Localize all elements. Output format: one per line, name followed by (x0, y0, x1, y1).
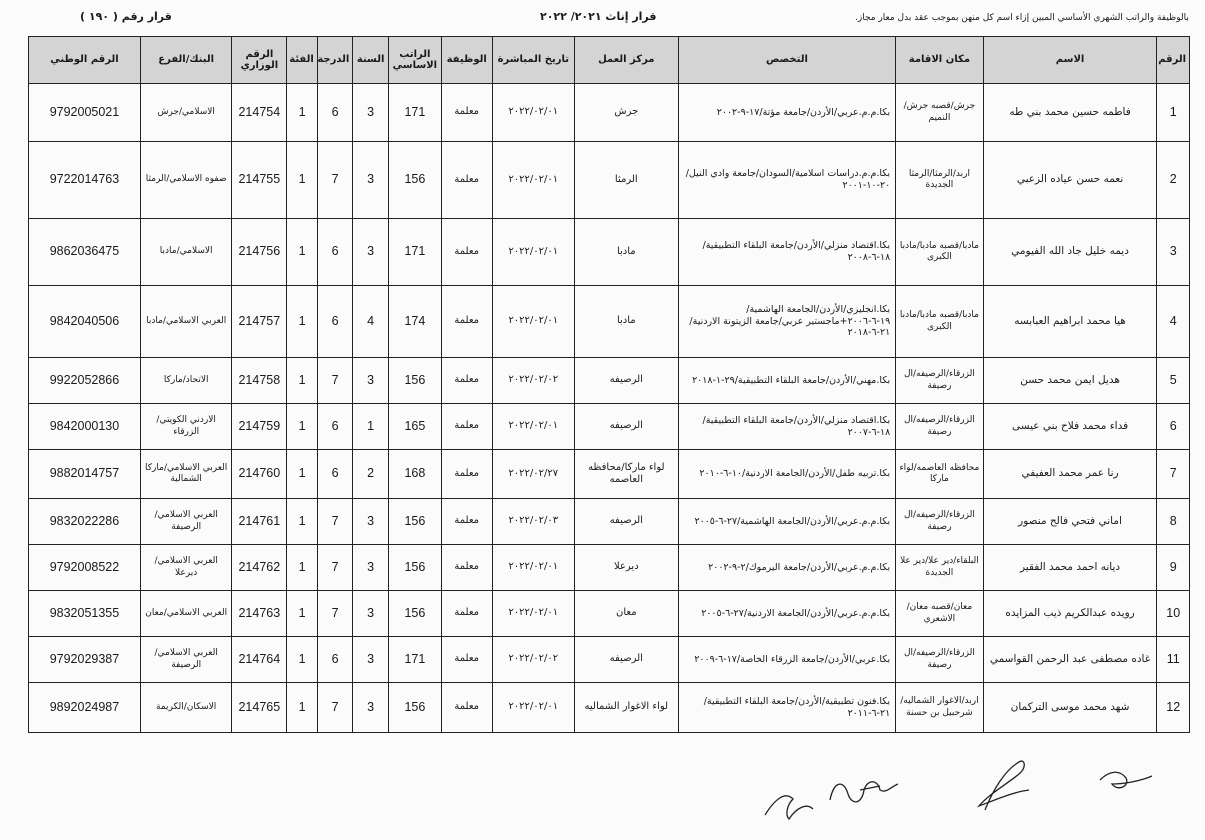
row-number-cell: 12 (1157, 683, 1190, 733)
bank-branch-cell: الاسكان/الكريمة (140, 683, 231, 733)
specialty-cell: بكا.م.م.دراسات اسلامية/السودان/جامعة وادي النيل/٢٠-١٠-٢٠٠١ (678, 142, 896, 219)
residence-cell: اربد/الرمثا/الرمثا الجديدة (896, 142, 983, 219)
ministry-number-cell: 214764 (232, 637, 287, 683)
bank-branch-cell: الاردني الكويتي/الزرقاء (140, 404, 231, 450)
job-title-cell: معلمة (441, 142, 492, 219)
year-cell: 3 (353, 591, 389, 637)
year-cell: 4 (353, 286, 389, 358)
specialty-cell: بكا.اقتصاد منزلي/الأردن/جامعة البلقاء التطبيقية/١٨-٦-٢٠٠٨ (678, 219, 896, 286)
start-date-cell: ٢٠٢٢/٠٢/٠١ (492, 545, 574, 591)
bank-branch-cell: العربي الاسلامي/الرصيفة (140, 499, 231, 545)
employee-name-cell: غاده مصطفى عبد الرحمن القواسمي (983, 637, 1157, 683)
category-cell: 1 (287, 142, 317, 219)
basic-salary-cell: 156 (388, 545, 441, 591)
basic-salary-cell: 165 (388, 404, 441, 450)
specialty-cell: بكا.عربي/الأردن/جامعة الزرقاء الخاصة/١٧-٦-٢٠٠٩ (678, 637, 896, 683)
row-number-cell: 6 (1157, 404, 1190, 450)
row-number-cell: 9 (1157, 545, 1190, 591)
row-number-cell: 2 (1157, 142, 1190, 219)
work-center-cell: معان (574, 591, 678, 637)
column-header: الوظيفة (441, 37, 492, 84)
ministry-number-cell: 214756 (232, 219, 287, 286)
start-date-cell: ٢٠٢٢/٠٢/٠١ (492, 683, 574, 733)
start-date-cell: ٢٠٢٢/٠٢/٠٢ (492, 637, 574, 683)
column-header: مكان الاقامة (896, 37, 983, 84)
ministry-number-cell: 214757 (232, 286, 287, 358)
column-header: الدرجة (317, 37, 353, 84)
start-date-cell: ٢٠٢٢/٠٢/٠١ (492, 142, 574, 219)
category-cell: 1 (287, 84, 317, 142)
row-number-cell: 5 (1157, 358, 1190, 404)
ministry-number-cell: 214755 (232, 142, 287, 219)
employee-name-cell: شهد محمد موسى التركمان (983, 683, 1157, 733)
bank-branch-cell: العربي الاسلامي/معان (140, 591, 231, 637)
start-date-cell: ٢٠٢٢/٠٢/٢٧ (492, 450, 574, 499)
employee-name-cell: رويده عبدالكريم ذيب المزايده (983, 591, 1157, 637)
bank-branch-cell: العربي الاسلامي/ماركا الشمالية (140, 450, 231, 499)
job-title-cell: معلمة (441, 219, 492, 286)
ministry-number-cell: 214758 (232, 358, 287, 404)
column-header: الاسم (983, 37, 1157, 84)
grade-cell: 6 (317, 219, 353, 286)
employee-name-cell: اماني فتحي فالح منصور (983, 499, 1157, 545)
national-id-cell: 9862036475 (29, 219, 141, 286)
national-id-cell: 9832051355 (29, 591, 141, 637)
column-header: مركز العمل (574, 37, 678, 84)
basic-salary-cell: 171 (388, 84, 441, 142)
job-title-cell: معلمة (441, 358, 492, 404)
grade-cell: 6 (317, 450, 353, 499)
year-cell: 3 (353, 219, 389, 286)
grade-cell: 7 (317, 499, 353, 545)
basic-salary-cell: 168 (388, 450, 441, 499)
column-header: السنة (353, 37, 389, 84)
specialty-cell: بكا.فنون تطبيقية/الأردن/جامعة البلقاء التطبيقية/٢١-٦-٢٠١١ (678, 683, 896, 733)
employee-name-cell: رنا عمر محمد العفيفي (983, 450, 1157, 499)
grade-cell: 6 (317, 637, 353, 683)
category-cell: 1 (287, 499, 317, 545)
work-center-cell: لواء ماركا/محافظه العاصمه (574, 450, 678, 499)
row-number-cell: 11 (1157, 637, 1190, 683)
start-date-cell: ٢٠٢٢/٠٢/٠٢ (492, 358, 574, 404)
job-title-cell: معلمة (441, 683, 492, 733)
employee-name-cell: فاطمه حسين محمد بني طه (983, 84, 1157, 142)
document-description: بالوظيفة والراتب الشهري الأساسي المبين إزاء اسم كل منهن بموجب عقد بدل معار مجاز. (855, 13, 1189, 23)
work-center-cell: الرصيفه (574, 404, 678, 450)
job-title-cell: معلمة (441, 404, 492, 450)
ministry-number-cell: 214762 (232, 545, 287, 591)
employee-name-cell: فداء محمد فلاح بني عيسى (983, 404, 1157, 450)
start-date-cell: ٢٠٢٢/٠٢/٠١ (492, 219, 574, 286)
residence-cell: معان/قصبه معان/الاشعري (896, 591, 983, 637)
year-cell: 2 (353, 450, 389, 499)
basic-salary-cell: 156 (388, 591, 441, 637)
basic-salary-cell: 156 (388, 358, 441, 404)
national-id-cell: 9722014763 (29, 142, 141, 219)
specialty-cell: بكا.م.م.عربي/الأردن/جامعة اليرموك/٢-٩-٢٠٠٢ (678, 545, 896, 591)
bank-branch-cell: الاسلامي/مادبا (140, 219, 231, 286)
start-date-cell: ٢٠٢٢/٠٢/٠١ (492, 84, 574, 142)
work-center-cell: جرش (574, 84, 678, 142)
grade-cell: 7 (317, 358, 353, 404)
residence-cell: مادبا/قصبه مادبا/مادبا الكبرى (896, 219, 983, 286)
residence-cell: اربد/الاغوار الشماليه/شرحبيل بن حسنة (896, 683, 983, 733)
bank-branch-cell: العربي الاسلامي/مادبا (140, 286, 231, 358)
row-number-cell: 10 (1157, 591, 1190, 637)
bank-branch-cell: العربي الاسلامي/الرصيفة (140, 637, 231, 683)
national-id-cell: 9792008522 (29, 545, 141, 591)
national-id-cell: 9922052866 (29, 358, 141, 404)
national-id-cell: 9842040506 (29, 286, 141, 358)
column-header: تاريخ المباشرة (492, 37, 574, 84)
residence-cell: الزرقاء/الرصيفه/ال رصيفة (896, 637, 983, 683)
specialty-cell: بكا.م.م.عربي/الأردن/الجامعة الهاشمية/٢٧-٦-٢٠٠٥ (678, 499, 896, 545)
category-cell: 1 (287, 683, 317, 733)
grade-cell: 7 (317, 142, 353, 219)
ministry-number-cell: 214754 (232, 84, 287, 142)
year-cell: 3 (353, 84, 389, 142)
column-header: الرقم الوزاري (232, 37, 287, 84)
work-center-cell: الرمثا (574, 142, 678, 219)
national-id-cell: 9792005021 (29, 84, 141, 142)
ministry-number-cell: 214763 (232, 591, 287, 637)
work-center-cell: الرصيفه (574, 358, 678, 404)
job-title-cell: معلمة (441, 545, 492, 591)
national-id-cell: 9842000130 (29, 404, 141, 450)
work-center-cell: مادبا (574, 219, 678, 286)
category-cell: 1 (287, 219, 317, 286)
signature-4 (765, 796, 813, 819)
category-cell: 1 (287, 545, 317, 591)
national-id-cell: 9892024987 (29, 683, 141, 733)
job-title-cell: معلمة (441, 450, 492, 499)
start-date-cell: ٢٠٢٢/٠٢/٠١ (492, 286, 574, 358)
specialty-cell: بكا.م.م.عربي/الأردن/الجامعة الاردنية/٢٧-٦-٢٠٠٥ (678, 591, 896, 637)
decision-number: قرار رقم ( ١٩٠ ) (80, 10, 172, 23)
row-number-cell: 3 (1157, 219, 1190, 286)
category-cell: 1 (287, 637, 317, 683)
grade-cell: 7 (317, 591, 353, 637)
basic-salary-cell: 156 (388, 142, 441, 219)
row-number-cell: 8 (1157, 499, 1190, 545)
residence-cell: الزرقاء/الرصيفه/ال رصيفة (896, 404, 983, 450)
start-date-cell: ٢٠٢٢/٠٢/٠٣ (492, 499, 574, 545)
work-center-cell: مادبا (574, 286, 678, 358)
national-id-cell: 9832022286 (29, 499, 141, 545)
column-header: البنك/الفرع (140, 37, 231, 84)
residence-cell: البلقاء/دير علا/دير علا الجديدة (896, 545, 983, 591)
job-title-cell: معلمة (441, 286, 492, 358)
column-header: الفئة (287, 37, 317, 84)
grade-cell: 6 (317, 84, 353, 142)
column-header: التخصص (678, 37, 896, 84)
category-cell: 1 (287, 450, 317, 499)
job-title-cell: معلمة (441, 84, 492, 142)
column-header: الرقم الوطني (29, 37, 141, 84)
year-cell: 3 (353, 142, 389, 219)
basic-salary-cell: 156 (388, 683, 441, 733)
basic-salary-cell: 174 (388, 286, 441, 358)
year-cell: 3 (353, 499, 389, 545)
bank-branch-cell: صفوه الاسلامي/الرمثا (140, 142, 231, 219)
row-number-cell: 4 (1157, 286, 1190, 358)
grade-cell: 7 (317, 545, 353, 591)
category-cell: 1 (287, 591, 317, 637)
start-date-cell: ٢٠٢٢/٠٢/٠١ (492, 404, 574, 450)
grade-cell: 6 (317, 286, 353, 358)
ministry-number-cell: 214760 (232, 450, 287, 499)
employee-name-cell: ديانه احمد محمد الفقير (983, 545, 1157, 591)
bank-branch-cell: الاسلامي/جرش (140, 84, 231, 142)
specialty-cell: بكا.تربيه طفل/الأردن/الجامعة الاردنية/١٠-٦-٢٠١٠ (678, 450, 896, 499)
residence-cell: الزرقاء/الرصيفه/ال رصيفة (896, 358, 983, 404)
work-center-cell: الرصيفه (574, 499, 678, 545)
ministry-number-cell: 214765 (232, 683, 287, 733)
work-center-cell: لواء الاغوار الشماليه (574, 683, 678, 733)
work-center-cell: ديرعلا (574, 545, 678, 591)
grade-cell: 7 (317, 683, 353, 733)
year-cell: 3 (353, 683, 389, 733)
basic-salary-cell: 171 (388, 637, 441, 683)
ministry-number-cell: 214759 (232, 404, 287, 450)
residence-cell: جرش/قصبه جرش/النميم (896, 84, 983, 142)
signature-1 (1100, 772, 1152, 788)
employee-name-cell: ديمه خليل جاد الله الفيومي (983, 219, 1157, 286)
category-cell: 1 (287, 286, 317, 358)
employee-name-cell: هديل ايمن محمد حسن (983, 358, 1157, 404)
residence-cell: مادبا/قصبه مادبا/مادبا الكبرى (896, 286, 983, 358)
employee-name-cell: هيا محمد ابراهيم العبابسه (983, 286, 1157, 358)
specialty-cell: بكا.مهني/الأردن/جامعة البلقاء التطبيقية/٢٩-١-٢٠١٨ (678, 358, 896, 404)
specialty-cell: بكا.اقتصاد منزلي/الأردن/جامعة البلقاء التطبيقية/١٨-٦-٢٠٠٧ (678, 404, 896, 450)
bank-branch-cell: الاتحاد/ماركا (140, 358, 231, 404)
category-cell: 1 (287, 404, 317, 450)
grade-cell: 6 (317, 404, 353, 450)
start-date-cell: ٢٠٢٢/٠٢/٠١ (492, 591, 574, 637)
year-cell: 1 (353, 404, 389, 450)
residence-cell: الزرقاء/الرصيفه/ال رصيفة (896, 499, 983, 545)
column-header: الرقم (1157, 37, 1190, 84)
national-id-cell: 9792029387 (29, 637, 141, 683)
job-title-cell: معلمة (441, 637, 492, 683)
signature-3 (830, 782, 898, 802)
job-title-cell: معلمة (441, 499, 492, 545)
signature-2 (979, 761, 1029, 810)
document-title: قرار إناث ٢٠٢١/ ٢٠٢٢ (540, 10, 657, 23)
row-number-cell: 1 (1157, 84, 1190, 142)
year-cell: 3 (353, 545, 389, 591)
ministry-number-cell: 214761 (232, 499, 287, 545)
job-title-cell: معلمة (441, 591, 492, 637)
specialty-cell: بكا.انجليزي/الأردن/الجامعة الهاشمية/١٩-٦-٢٠٠٦+ماجستير عربي/جامعة الزيتونة الاردنية/٢١-٦-٢٠١٨ (678, 286, 896, 358)
row-number-cell: 7 (1157, 450, 1190, 499)
specialty-cell: بكا.م.م.عربي/الأردن/جامعة مؤتة/١٧-٩-٢٠٠٢ (678, 84, 896, 142)
year-cell: 3 (353, 637, 389, 683)
employee-name-cell: نعمه حسن عياده الزعبي (983, 142, 1157, 219)
basic-salary-cell: 171 (388, 219, 441, 286)
residence-cell: محافظه العاصمه/لواء ماركا (896, 450, 983, 499)
basic-salary-cell: 156 (388, 499, 441, 545)
column-header: الراتب الاساسي (388, 37, 441, 84)
bank-branch-cell: العربي الاسلامي/ديرعلا (140, 545, 231, 591)
work-center-cell: الرصيفه (574, 637, 678, 683)
year-cell: 3 (353, 358, 389, 404)
national-id-cell: 9882014757 (29, 450, 141, 499)
category-cell: 1 (287, 358, 317, 404)
